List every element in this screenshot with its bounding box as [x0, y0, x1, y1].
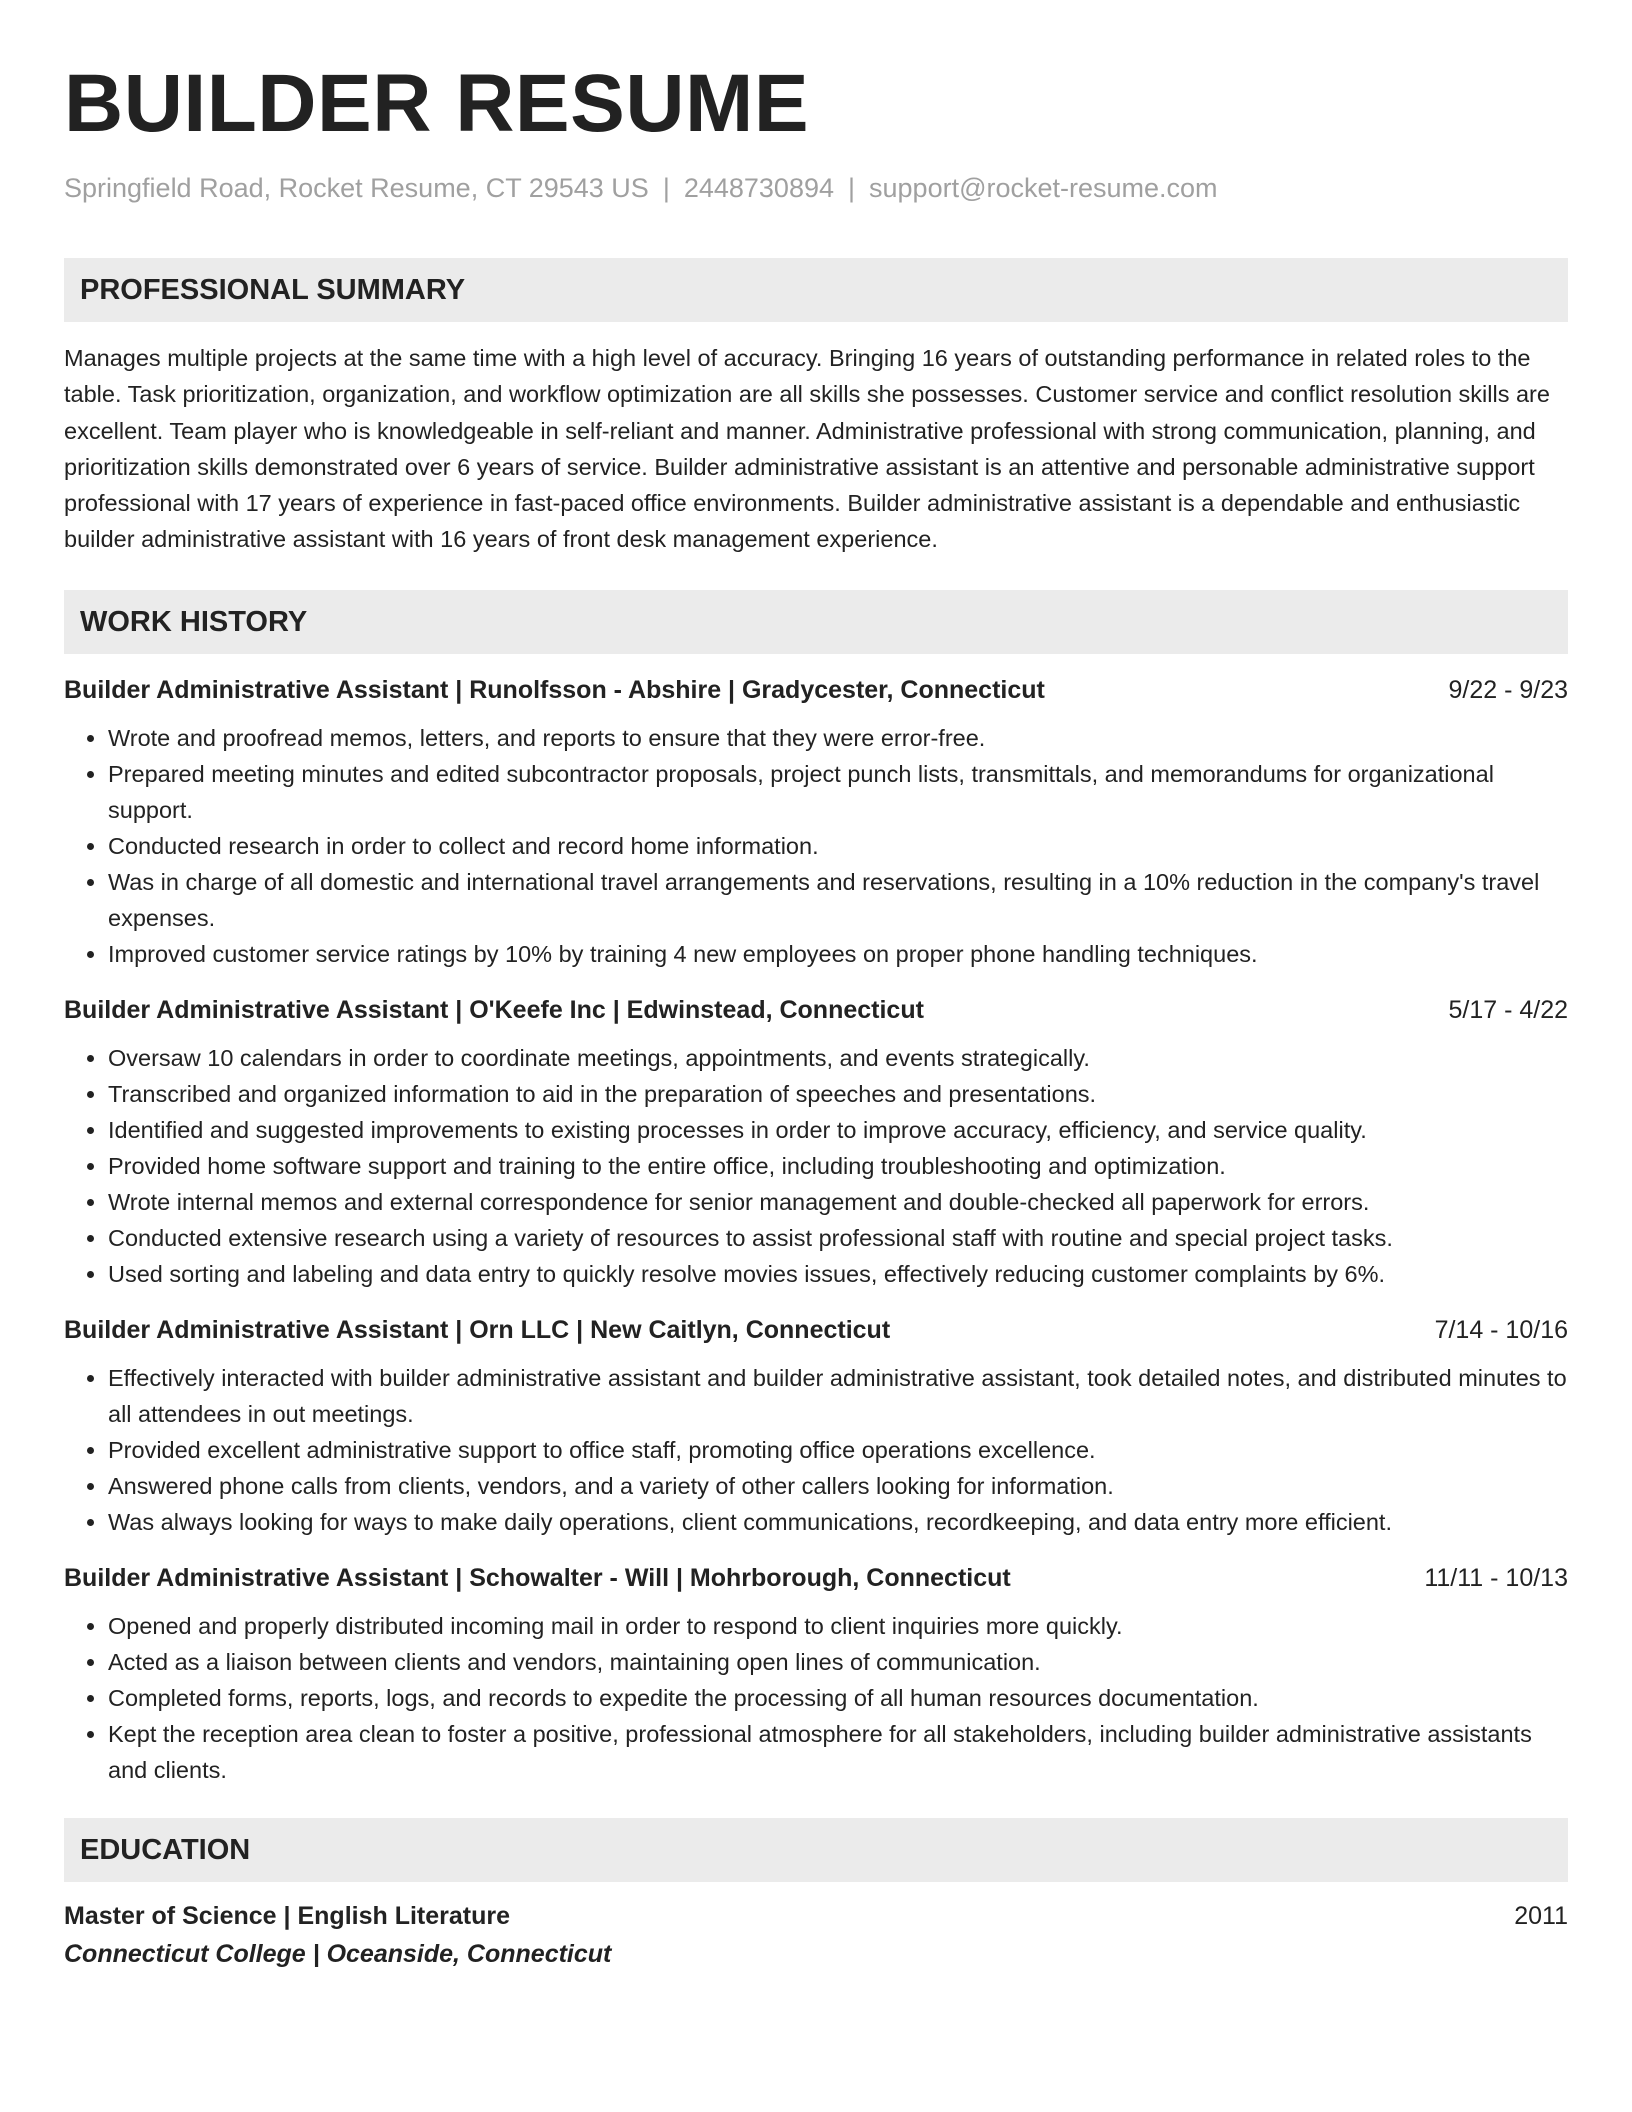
job-dates: 11/11 - 10/13 [1424, 1563, 1568, 1592]
job-entry [64, 1312, 1568, 1540]
job-bullet: • Wrote and proofread memos, letters, and reports to ensure that they were error-free. [108, 720, 1568, 756]
job-bullet: • Kept the reception area clean to foster a positive, professional atmosphere for all stakeholders, including builder administrative assistants and clients. [108, 1716, 1568, 1788]
contact-address: Springfield Road, Rocket Resume, CT 29543 US [64, 173, 649, 203]
job-bullet: • Effectively interacted with builder administrative assistant and builder administrative assistant, took detailed notes, and distributed minutes to all attendees in out meetings. [108, 1360, 1568, 1432]
section-header-education: EDUCATION [64, 1818, 1568, 1882]
job-bullet: • Answered phone calls from clients, vendors, and a variety of other callers looking for information. [108, 1468, 1568, 1504]
job-bullet: • Provided home software support and training to the entire office, including troubleshooting and optimization. [108, 1148, 1568, 1184]
education-head [64, 1898, 1568, 1934]
job-entry [64, 1560, 1568, 1788]
job-head [64, 1312, 1568, 1348]
job-head [64, 992, 1568, 1028]
resume-name: BUILDER RESUME [64, 58, 810, 149]
job-bullet: • Transcribed and organized information to aid in the preparation of speeches and presentations. [108, 1076, 1568, 1112]
job-title: Builder Administrative Assistant | Runolfsson - Abshire | Gradycester, Connecticut [64, 675, 1045, 704]
contact-line [64, 170, 1568, 206]
contact-separator: | [848, 173, 856, 203]
job-bullet: • Completed forms, reports, logs, and records to expedite the processing of all human resources documentation. [108, 1680, 1568, 1716]
summary-text: Manages multiple projects at the same time with a high level of accuracy. Bringing 16 years of outstanding performance in related roles to the table. Task prioritization, organization, and workflow optimization are all skills she possesses. Customer service and conflict resolution skills are excellent. Team player who is knowledgeable in self-reliant and manner. Administrative professional with strong communication, planning, and prioritization skills demonstrated over 6 years of service. Builder administrative assistant is an attentive and personable administrative support professional with 17 years of experience in fast-paced office environments. Builder administrative assistant is a dependable and enthusiastic builder administrative assistant with 16 years of front desk management experience. [64, 345, 1550, 553]
job-bullet: • Wrote internal memos and external correspondence for senior management and double-checked all paperwork for errors. [108, 1184, 1568, 1220]
work-history-list [64, 672, 1568, 1788]
job-bullet-list [64, 720, 1568, 972]
job-bullet: • Conducted research in order to collect and record home information. [108, 828, 1568, 864]
job-bullet-list [64, 1608, 1568, 1788]
contact-phone: 2448730894 [683, 173, 834, 203]
job-dates: 5/17 - 4/22 [1448, 995, 1568, 1024]
job-dates: 9/22 - 9/23 [1448, 675, 1568, 704]
education-school: Connecticut College | Oceanside, Connecticut [64, 1939, 612, 1968]
job-bullet: • Oversaw 10 calendars in order to coordinate meetings, appointments, and events strategically. [108, 1040, 1568, 1076]
job-bullet-list [64, 1040, 1568, 1292]
job-bullet: • Used sorting and labeling and data entry to quickly resolve movies issues, effectively reducing customer complaints by 6%. [108, 1256, 1568, 1292]
job-title: Builder Administrative Assistant | Orn LLC | New Caitlyn, Connecticut [64, 1315, 891, 1344]
education-degree: Master of Science | English Literature [64, 1901, 511, 1930]
job-bullet: • Opened and properly distributed incoming mail in order to respond to client inquiries more quickly. [108, 1608, 1568, 1644]
contact-email: support@rocket-resume.com [869, 173, 1218, 203]
job-bullet: • Improved customer service ratings by 10% by training 4 new employees on proper phone handling techniques. [108, 936, 1568, 972]
education-entry [64, 1898, 1568, 1974]
contact-separator: | [662, 173, 670, 203]
section-header-summary: PROFESSIONAL SUMMARY [64, 258, 1568, 322]
job-title: Builder Administrative Assistant | O'Keefe Inc | Edwinstead, Connecticut [64, 995, 924, 1024]
section-header-work-history: WORK HISTORY [64, 590, 1568, 654]
job-bullet: • Provided excellent administrative support to office staff, promoting office operations excellence. [108, 1432, 1568, 1468]
job-bullet: • Was in charge of all domestic and international travel arrangements and reservations, resulting in a 10% reduction in the company's travel expenses. [108, 864, 1568, 936]
job-bullet-list [64, 1360, 1568, 1540]
education-year: 2011 [1514, 1901, 1568, 1930]
job-title: Builder Administrative Assistant | Schowalter - Will | Mohrborough, Connecticut [64, 1563, 1011, 1592]
job-head [64, 672, 1568, 708]
job-bullet: • Acted as a liaison between clients and vendors, maintaining open lines of communication. [108, 1644, 1568, 1680]
job-bullet: • Conducted extensive research using a variety of resources to assist professional staff with routine and special project tasks. [108, 1220, 1568, 1256]
job-entry [64, 992, 1568, 1292]
job-dates: 7/14 - 10/16 [1434, 1315, 1568, 1344]
job-bullet: • Identified and suggested improvements to existing processes in order to improve accuracy, efficiency, and service quality. [108, 1112, 1568, 1148]
job-bullet: • Prepared meeting minutes and edited subcontractor proposals, project punch lists, transmittals, and memorandums for organizational support. [108, 756, 1568, 828]
job-entry [64, 672, 1568, 972]
job-head [64, 1560, 1568, 1596]
job-bullet: • Was always looking for ways to make daily operations, client communications, recordkeeping, and data entry more efficient. [108, 1504, 1568, 1540]
